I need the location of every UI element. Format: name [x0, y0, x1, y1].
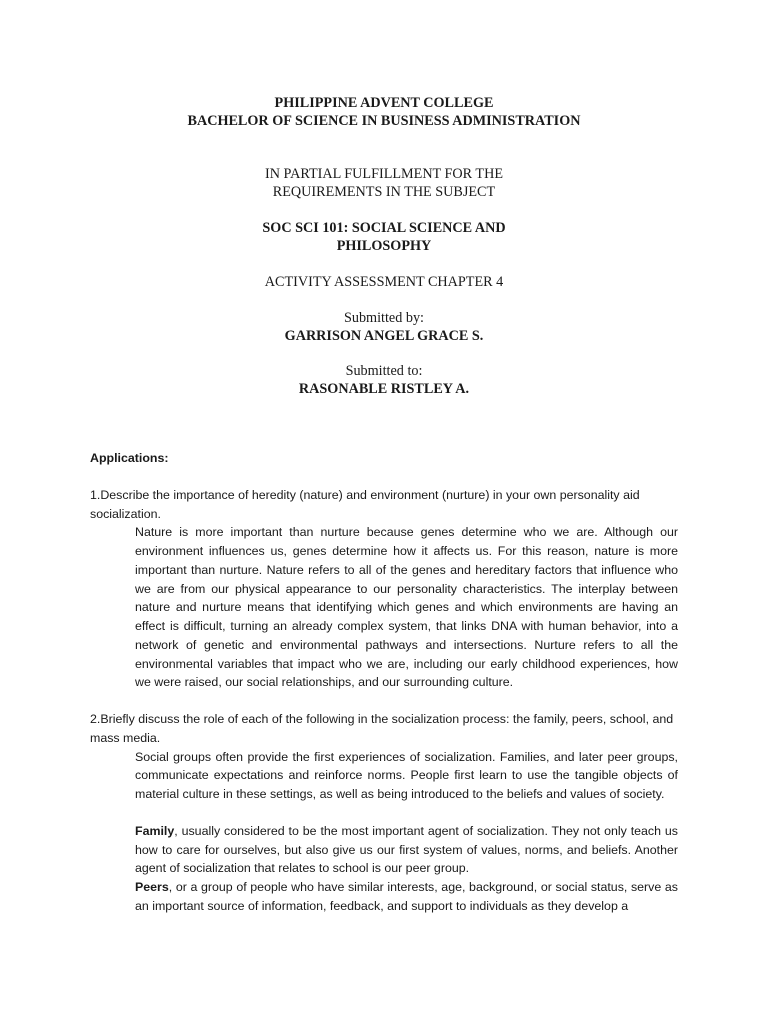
peers-term: Peers — [135, 880, 169, 894]
submitted-to-name: RASONABLE RISTLEY A. — [298, 381, 470, 397]
submitted-to-label: Submitted to: — [345, 363, 423, 379]
answer-1: Nature is more important than nurture because genes determine who we are. Although our environment influences us, genes determine how it affects us. For this reason, nature is more important than nurture. Nature refers to all of the genes and hereditary factors that influence who we are from our physical appearance to our personality characteristics. The interplay between nature and nurture means that identifying which genes and which environments are having an effect is difficult, turning an already complex system, that links DNA with human behavior, into a network of genetic and environmental pathways and intersections. Nurture refers to all the environmental variables that impact who we are, including our early childhood experiences, how we were raised, our social relationships, and our surrounding culture. — [135, 525, 678, 690]
applications-heading: Applications: — [90, 451, 169, 465]
answer-2-family — [90, 822, 678, 878]
submitted-by-name: GARRISON ANGEL GRACE S. — [284, 328, 484, 344]
fulfillment-line-1: IN PARTIAL FULFILLMENT FOR THE — [265, 166, 503, 182]
submitted-by-section — [90, 309, 678, 345]
subject-section — [90, 219, 678, 255]
question-2: 2.Briefly discuss the role of each of the following in the socialization process: the family, peers, school, and mass media. — [90, 712, 674, 745]
answer-2-intro: Social groups often provide the first experiences of socialization. Families, and later peer groups, communicate expectations and reinforce norms. People first learn to use the tangible objects of material culture in these settings, as well as being introduced to the beliefs and values of society. — [135, 749, 678, 801]
submitted-to-section — [90, 362, 678, 398]
submitted-by-label: Submitted by: — [343, 310, 424, 326]
question-1: 1.Describe the importance of heredity (nature) and environment (nurture) in your own personality aid socialization. — [90, 487, 640, 521]
spacer — [90, 804, 678, 822]
subject-line-2: PHILOSOPHY — [336, 238, 432, 254]
program-name: BACHELOR OF SCIENCE IN BUSINESS ADMINISTRATION — [187, 113, 581, 129]
title-block — [90, 94, 678, 398]
institution-section — [90, 94, 678, 130]
subject-line-1: SOC SCI 101: SOCIAL SCIENCE AND — [262, 220, 506, 236]
school-name: PHILIPPINE ADVENT COLLEGE — [274, 95, 494, 111]
fulfillment-section — [90, 165, 678, 201]
answer-2-peers — [90, 878, 678, 916]
peers-text: , or a group of people who have similar interests, age, background, or social status, serve as an important source of information, feedback, and support to individuals as they develop a — [135, 880, 678, 913]
spacer — [90, 692, 678, 710]
family-text: , usually considered to be the most important agent of socialization. They not only teach us how to care for ourselves, but also give us our first system of values, norms, and beliefs. Another agent of socialization that relates to school is our peer group. — [135, 823, 678, 876]
family-term: Family — [135, 823, 175, 838]
fulfillment-line-2: REQUIREMENTS IN THE SUBJECT — [272, 184, 496, 200]
activity-title: ACTIVITY ASSESSMENT CHAPTER 4 — [264, 274, 504, 290]
body-block — [90, 449, 678, 916]
activity-section — [90, 273, 678, 291]
